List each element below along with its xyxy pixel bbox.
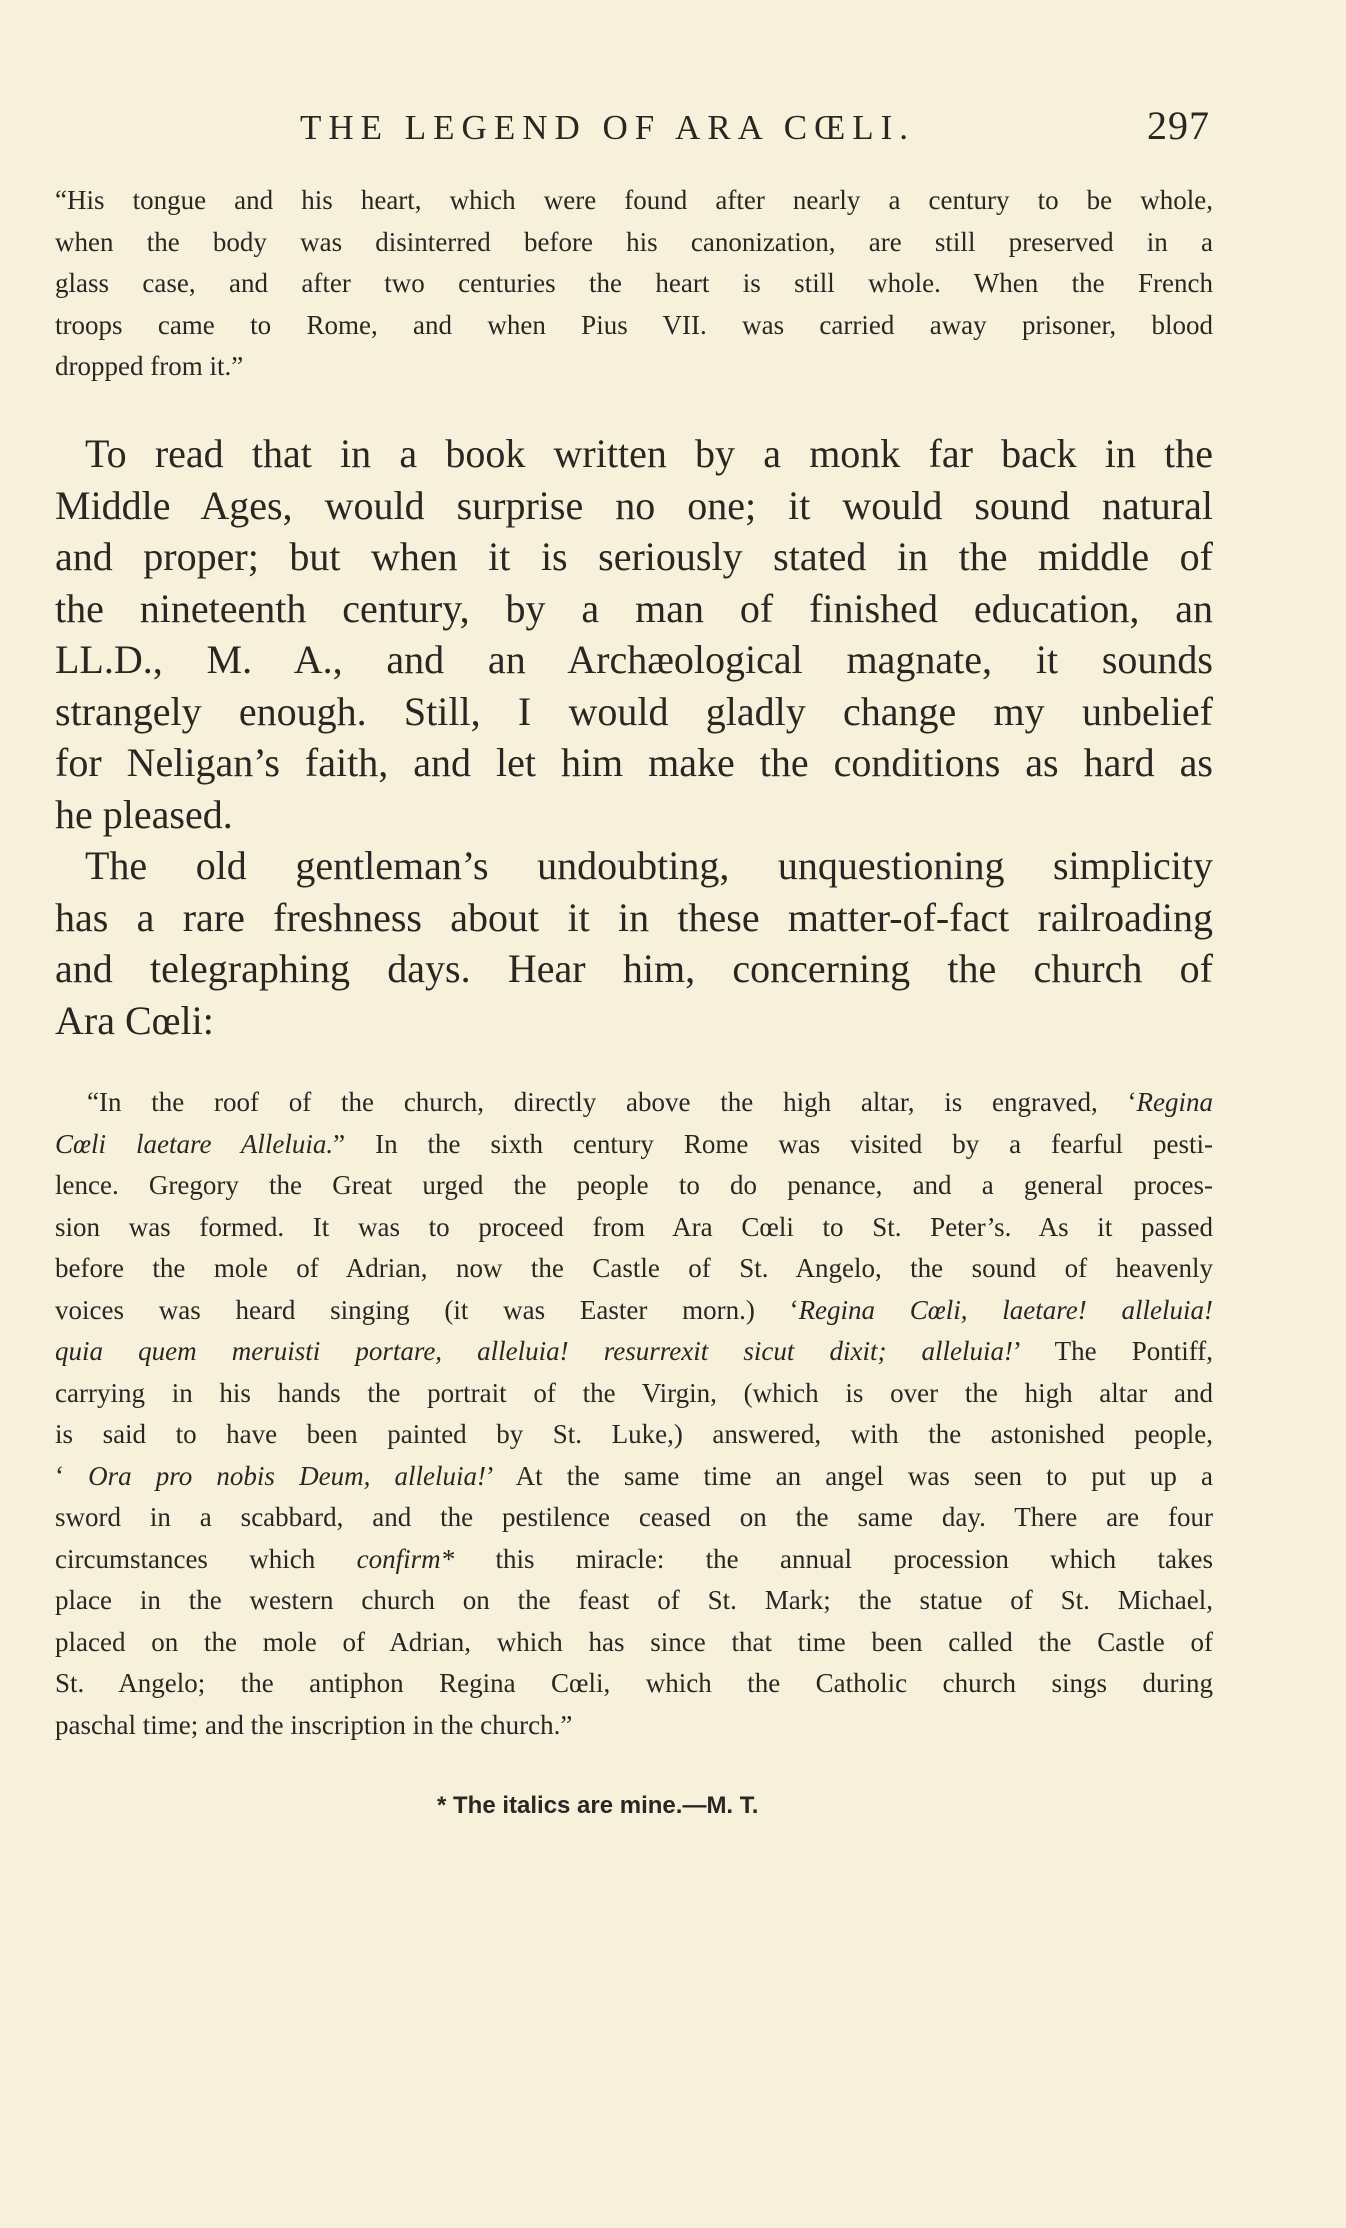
quote2-italic: Cœli laetare Alleluia.: [55, 1128, 334, 1159]
quote1-line: when the body was disinterred before his canonization, are still preserved in a: [55, 226, 1213, 257]
quote2-text: ‘: [55, 1460, 89, 1491]
quote1-line: glass case, and after two centuries the heart is still whole. When the French: [55, 268, 1213, 298]
quote2-italic: confirm*: [356, 1543, 455, 1574]
quote2-line: [55, 1290, 1213, 1332]
body-line: strangely enough. Still, I would gladly change my unbelief: [55, 688, 1213, 734]
body-line-text: To read that in a book written by a monk far back in the: [85, 431, 1213, 476]
body-line: has a rare freshness about it in these matter-of-fact railroading: [55, 894, 1213, 940]
quote2-line: lence. Gregory the Great urged the people to do penance, and a general proces-: [55, 1170, 1213, 1200]
quote2-text: ” In the sixth century Rome was visited by a fearful pesti-: [333, 1128, 1213, 1159]
body-line: the nineteenth century, by a man of finished education, an: [55, 585, 1213, 631]
quote2-text: circumstances which: [55, 1543, 357, 1574]
body-line: and proper; but when it is seriously stated in the middle of: [55, 534, 1213, 579]
quote2-line: [55, 1331, 1213, 1373]
quote2-line: [55, 1456, 1213, 1498]
body-line: he pleased.: [55, 791, 233, 837]
footnote: * The italics are mine.—M. T.: [437, 1792, 759, 1819]
running-header: [300, 103, 1210, 148]
quote2-line: sword in a scabbard, and the pestilence ceased on the same day. There are four: [55, 1502, 1213, 1532]
quote2-line: [55, 1082, 1213, 1124]
quote2-italic: Regina Cœli, laetare! alleluia!: [798, 1294, 1213, 1325]
quote2-line: [55, 1539, 1213, 1581]
quote1-line: dropped from it.”: [55, 351, 244, 381]
running-title: THE LEGEND OF ARA CŒLI.: [300, 108, 916, 147]
quote2-line: paschal time; and the inscription in the church.”: [55, 1709, 573, 1740]
quote2-line: sion was formed. It was to proceed from Ara Cœli to St. Peter’s. As it passed: [55, 1211, 1213, 1242]
quote2-text: voices was heard singing (it was Easter morn.) ‘: [55, 1294, 799, 1325]
block-quote-1: [55, 180, 1213, 388]
body-line: and telegraphing days. Hear him, concerning the church of: [55, 946, 1213, 991]
quote2-line: carrying in his hands the portrait of the Virgin, (which is over the high altar and: [55, 1377, 1213, 1408]
quote2-line: is said to have been painted by St. Luke,) answered, with the astonished people,: [55, 1419, 1213, 1449]
quote2-line: placed on the mole of Adrian, which has since that time been called the Castle of: [55, 1626, 1213, 1657]
block-quote-2: [55, 1082, 1213, 1746]
paragraph-1: [55, 428, 1213, 840]
paragraph-2: [55, 840, 1213, 1046]
body-line: Ara Cœli:: [55, 997, 214, 1043]
body-line: [55, 840, 1213, 892]
body-line-text: The old gentleman’s undoubting, unquestioning simplicity: [85, 843, 1213, 888]
quote2-line: before the mole of Adrian, now the Castle of St. Angelo, the sound of heavenly: [55, 1253, 1213, 1283]
quote2-text: ’ At the same time an angel was seen to put up a: [485, 1460, 1214, 1491]
body-line: LL.D., M. A., and an Archæological magnate, it sounds: [55, 637, 1213, 682]
quote2-text: ’ The Pontiff,: [1013, 1336, 1213, 1366]
page-number: 297: [1147, 103, 1210, 148]
quote2-text: this miracle: the annual procession which takes: [454, 1543, 1213, 1574]
body-line: for Neligan’s faith, and let him make the conditions as hard as: [55, 740, 1213, 785]
quote1-line: troops came to Rome, and when Pius VII. was carried away prisoner, blood: [55, 309, 1213, 340]
quote1-line: “His tongue and his heart, which were found after nearly a century to be whole,: [55, 185, 1213, 215]
body-line: Middle Ages, would surprise no one; it would sound natural: [55, 482, 1213, 528]
quote2-italic: Ora pro nobis Deum, alleluia!: [88, 1460, 486, 1491]
quote2-italic: Regina: [1136, 1087, 1213, 1117]
body-line: [55, 428, 1213, 480]
quote2-italic: quia quem meruisti portare, alleluia! resurrexit sicut dixit; alleluia!: [55, 1336, 1014, 1366]
quote2-line: [55, 1124, 1213, 1166]
quote2-line: St. Angelo; the antiphon Regina Cœli, which the Catholic church sings during: [55, 1668, 1213, 1698]
body-text: [55, 428, 1213, 1046]
quote2-text: “In the roof of the church, directly above the high altar, is engraved, ‘: [87, 1087, 1137, 1117]
quote2-line: place in the western church on the feast of St. Mark; the statue of St. Michael,: [55, 1585, 1213, 1615]
